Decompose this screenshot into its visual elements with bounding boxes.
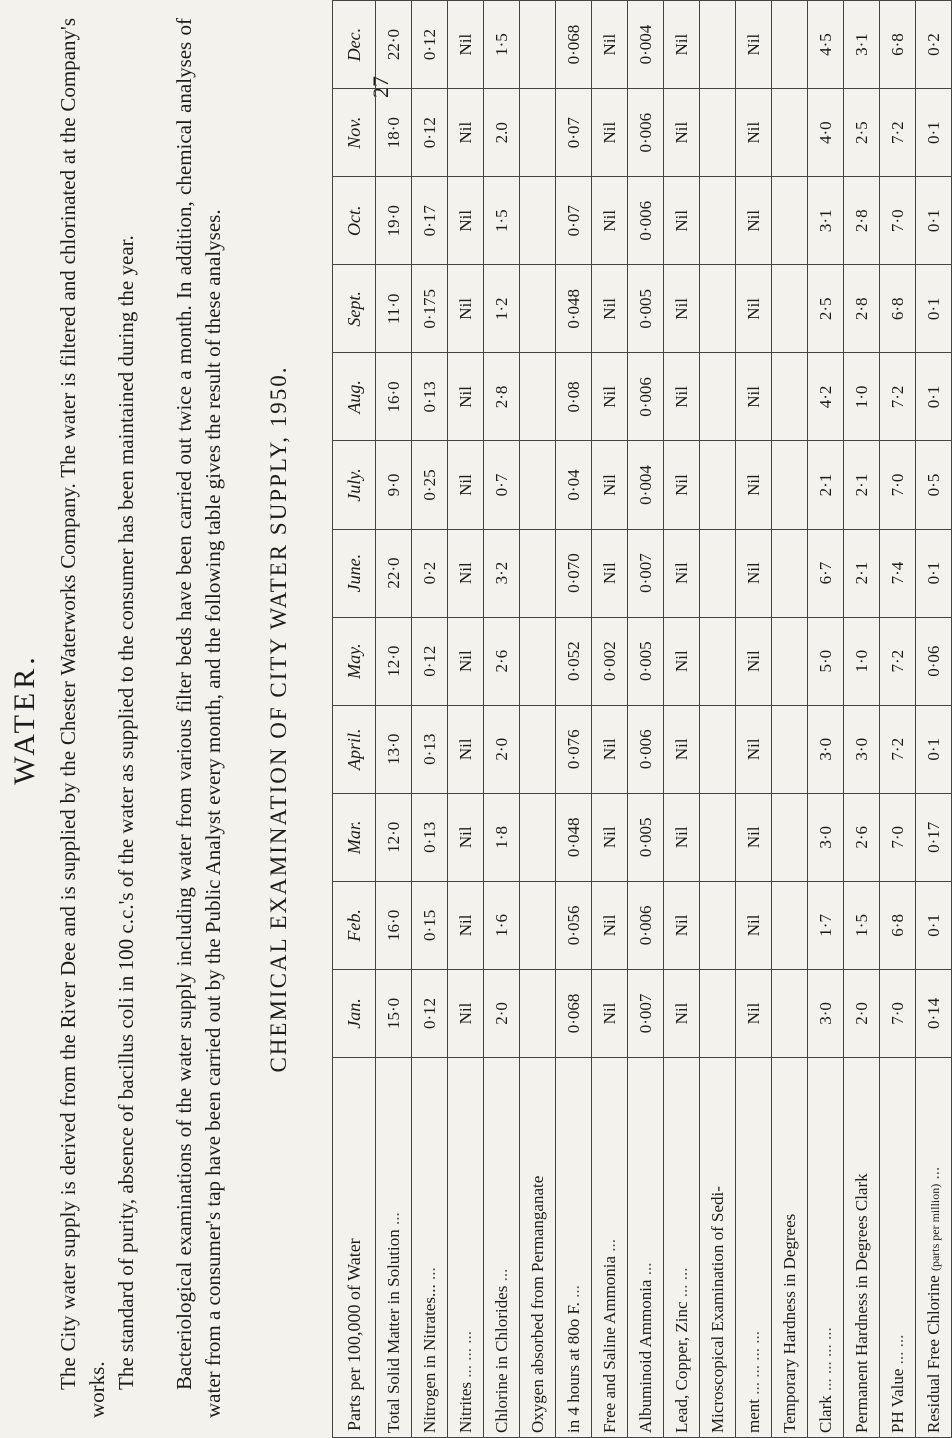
- month-header: May.: [333, 617, 376, 705]
- value-cell: Nil: [592, 881, 628, 969]
- parameter-label-text: Lead, Copper, Zinc: [671, 1301, 691, 1433]
- paragraph-supply: The City water supply is derived from the River Dee and is supplied by the Chester Waterworks Company. The water is filtered and chlorinated at the Company's works.: [56, 18, 109, 1418]
- table-title: CHEMICAL EXAMINATION OF CITY WATER SUPPLY, 1950.: [266, 365, 291, 1073]
- value-cell: [520, 793, 556, 881]
- month-header: Feb.: [333, 881, 376, 969]
- value-cell: 9·0: [376, 441, 412, 529]
- value-cell: Nil: [736, 617, 772, 705]
- parameter-label-text: Free and Saline Ammonia: [599, 1255, 619, 1433]
- parameter-label: [736, 1058, 772, 1438]
- value-cell: [700, 705, 736, 793]
- leader-dots: ...: [599, 1238, 619, 1252]
- value-cell: Nil: [664, 265, 700, 353]
- value-cell: 2.0: [484, 89, 520, 177]
- parameter-label: [880, 1058, 916, 1438]
- value-cell: 0·07: [556, 177, 592, 265]
- value-cell: Nil: [664, 705, 700, 793]
- value-cell: [772, 177, 808, 265]
- value-cell: 16·0: [376, 353, 412, 441]
- value-cell: 1·0: [844, 617, 880, 705]
- parameter-label: [772, 1058, 808, 1438]
- value-cell: Nil: [448, 617, 484, 705]
- value-cell: 2·5: [844, 89, 880, 177]
- paragraph-examinations: Bacteriological examinations of the water supply including water from various filter beds have been carried out twice a month. In addition, chemical analyses of water from a consumer's tap have been carried out by the Public Analyst every month, and the following table gives the result of these analyses.: [172, 18, 225, 1418]
- value-cell: 7·0: [880, 441, 916, 529]
- value-cell: [520, 1, 556, 89]
- table-row: [448, 1, 484, 1438]
- value-cell: [700, 969, 736, 1057]
- value-cell: 7·0: [880, 969, 916, 1057]
- parameter-label-text: Chlorine in Chlorides: [491, 1285, 511, 1433]
- value-cell: 0·13: [412, 353, 448, 441]
- value-cell: [700, 617, 736, 705]
- value-cell: 2·5: [808, 265, 844, 353]
- leader-dots: ... ...: [887, 1334, 907, 1365]
- value-cell: 3·1: [844, 1, 880, 89]
- value-cell: Nil: [736, 793, 772, 881]
- value-cell: 0·002: [592, 617, 628, 705]
- value-cell: [520, 969, 556, 1057]
- table-row: [700, 1, 736, 1438]
- value-cell: [772, 793, 808, 881]
- value-cell: 19·0: [376, 177, 412, 265]
- value-cell: 5·0: [808, 617, 844, 705]
- value-cell: 3·0: [844, 705, 880, 793]
- value-cell: Nil: [592, 177, 628, 265]
- value-cell: Nil: [448, 793, 484, 881]
- value-cell: 0·175: [412, 265, 448, 353]
- parameter-label: [844, 1058, 880, 1438]
- value-cell: Nil: [448, 529, 484, 617]
- value-cell: Nil: [592, 1, 628, 89]
- value-cell: 0·12: [412, 969, 448, 1057]
- value-cell: Nil: [592, 529, 628, 617]
- value-cell: 1·7: [808, 881, 844, 969]
- value-cell: 3·0: [808, 793, 844, 881]
- value-cell: 1·2: [484, 265, 520, 353]
- page-number: 27: [368, 76, 393, 98]
- value-cell: 0·2: [412, 529, 448, 617]
- value-cell: [700, 793, 736, 881]
- value-cell: [772, 969, 808, 1057]
- table-row: [880, 1, 916, 1438]
- value-cell: [520, 89, 556, 177]
- value-cell: Nil: [664, 353, 700, 441]
- value-cell: 0·12: [412, 89, 448, 177]
- value-cell: Nil: [736, 441, 772, 529]
- value-cell: 0·004: [628, 1, 664, 89]
- value-cell: 0·13: [412, 705, 448, 793]
- page-heading: WATER.: [8, 653, 41, 785]
- parameter-label-text: Permanent Hardness in Degrees Clark: [851, 1173, 871, 1433]
- parameter-label: [484, 1058, 520, 1438]
- value-cell: [772, 529, 808, 617]
- leader-dots: ... ... ... ...: [815, 1327, 835, 1391]
- value-cell: 0·08: [556, 353, 592, 441]
- value-cell: 1·8: [484, 793, 520, 881]
- value-cell: Nil: [592, 441, 628, 529]
- parameter-label-text: Residual Free Chlorine: [923, 1275, 943, 1433]
- value-cell: [700, 529, 736, 617]
- value-cell: 6·7: [808, 529, 844, 617]
- value-cell: 0·04: [556, 441, 592, 529]
- value-cell: 2·0: [484, 705, 520, 793]
- value-cell: 0·1: [916, 177, 952, 265]
- value-cell: Nil: [592, 265, 628, 353]
- table-row: [916, 1, 952, 1438]
- value-cell: 0·048: [556, 265, 592, 353]
- value-cell: 6·8: [880, 881, 916, 969]
- value-cell: Nil: [448, 969, 484, 1057]
- value-cell: 0·005: [628, 617, 664, 705]
- value-cell: Nil: [664, 969, 700, 1057]
- value-cell: 0·17: [412, 177, 448, 265]
- value-cell: [520, 705, 556, 793]
- table-row: [376, 1, 412, 1438]
- leader-dots: ...: [923, 1166, 943, 1180]
- value-cell: Nil: [448, 353, 484, 441]
- value-cell: 1·0: [844, 353, 880, 441]
- value-cell: 15·0: [376, 969, 412, 1057]
- parameter-label-text: Microscopical Examination of Sedi-: [707, 1186, 727, 1433]
- table-row: [484, 1, 520, 1438]
- value-cell: [700, 89, 736, 177]
- value-cell: 0·1: [916, 529, 952, 617]
- value-cell: [520, 529, 556, 617]
- value-cell: [772, 705, 808, 793]
- value-cell: 0·25: [412, 441, 448, 529]
- value-cell: Nil: [592, 705, 628, 793]
- value-cell: [700, 353, 736, 441]
- value-cell: 0·13: [412, 793, 448, 881]
- value-cell: 2·1: [844, 529, 880, 617]
- value-cell: 0·006: [628, 705, 664, 793]
- value-cell: 7·2: [880, 617, 916, 705]
- results-table: [332, 0, 952, 1438]
- value-cell: 0·006: [628, 89, 664, 177]
- table-row: [772, 1, 808, 1438]
- value-cell: [700, 265, 736, 353]
- value-cell: Nil: [736, 705, 772, 793]
- leader-dots: ...: [635, 1262, 655, 1276]
- value-cell: Nil: [736, 177, 772, 265]
- value-cell: 2·1: [844, 441, 880, 529]
- table-body: [376, 1, 952, 1438]
- value-cell: 0·06: [916, 617, 952, 705]
- value-cell: Nil: [664, 89, 700, 177]
- value-cell: 2·0: [484, 969, 520, 1057]
- parameter-label-text: Total Solid Matter in Solution: [383, 1229, 403, 1433]
- parameter-label: [412, 1058, 448, 1438]
- value-cell: 0·15: [412, 881, 448, 969]
- value-cell: [772, 353, 808, 441]
- value-cell: Nil: [664, 881, 700, 969]
- value-cell: Nil: [448, 177, 484, 265]
- leader-dots: ... ... ... ...: [743, 1331, 763, 1395]
- month-header: Sept.: [333, 265, 376, 353]
- parameter-label: [700, 1058, 736, 1438]
- value-cell: 0·12: [412, 617, 448, 705]
- value-cell: 0·068: [556, 969, 592, 1057]
- parameter-units: (parts per million): [927, 1183, 942, 1272]
- parameter-label: [808, 1058, 844, 1438]
- value-cell: 3·0: [808, 705, 844, 793]
- value-cell: 3·2: [484, 529, 520, 617]
- value-cell: Nil: [736, 881, 772, 969]
- value-cell: 0·005: [628, 793, 664, 881]
- value-cell: 0·007: [628, 529, 664, 617]
- value-cell: Nil: [664, 441, 700, 529]
- value-cell: 2·0: [844, 969, 880, 1057]
- value-cell: 1·5: [484, 1, 520, 89]
- leader-dots: ...: [383, 1212, 403, 1225]
- value-cell: 7·0: [880, 793, 916, 881]
- month-header: Jan.: [333, 969, 376, 1057]
- table-row: [628, 1, 664, 1438]
- value-cell: 2·8: [844, 265, 880, 353]
- value-cell: 4·2: [808, 353, 844, 441]
- parameter-label-text: Nitrogen in Nitrates...: [419, 1284, 439, 1433]
- value-cell: 0·076: [556, 705, 592, 793]
- leader-dots: ...: [419, 1267, 439, 1281]
- table-row: [664, 1, 700, 1438]
- value-cell: [700, 177, 736, 265]
- value-cell: 0·1: [916, 89, 952, 177]
- value-cell: Nil: [448, 1, 484, 89]
- value-cell: [772, 617, 808, 705]
- value-cell: 0·17: [916, 793, 952, 881]
- value-cell: Nil: [592, 353, 628, 441]
- parameter-label-text: ment: [743, 1399, 763, 1433]
- parameter-label-text: in 4 hours at 80o F.: [563, 1302, 583, 1433]
- month-header: June.: [333, 529, 376, 617]
- value-cell: 0·1: [916, 705, 952, 793]
- parameter-label-text: Albuminoid Ammonia: [635, 1279, 655, 1433]
- value-cell: 3·1: [808, 177, 844, 265]
- parameter-label-text: Oxygen absorbed from Permanganate: [527, 1175, 547, 1433]
- value-cell: 3·0: [808, 969, 844, 1057]
- value-cell: [700, 881, 736, 969]
- value-cell: Nil: [664, 177, 700, 265]
- parameter-label: [916, 1058, 952, 1438]
- value-cell: Nil: [736, 529, 772, 617]
- value-cell: [520, 881, 556, 969]
- parameter-label-text: Clark: [815, 1395, 835, 1433]
- value-cell: 16·0: [376, 881, 412, 969]
- value-cell: Nil: [592, 969, 628, 1057]
- value-cell: 6·8: [880, 1, 916, 89]
- value-cell: 2·8: [844, 177, 880, 265]
- value-cell: Nil: [736, 969, 772, 1057]
- value-cell: 7·4: [880, 529, 916, 617]
- value-cell: 0·070: [556, 529, 592, 617]
- parameter-label: [556, 1058, 592, 1438]
- value-cell: Nil: [448, 705, 484, 793]
- value-cell: 1·6: [484, 881, 520, 969]
- value-cell: 18·0: [376, 89, 412, 177]
- value-cell: 22·0: [376, 529, 412, 617]
- value-cell: Nil: [736, 89, 772, 177]
- table-row: [736, 1, 772, 1438]
- value-cell: 0·1: [916, 353, 952, 441]
- value-cell: 7·2: [880, 353, 916, 441]
- parameter-label-text: Nitrites: [455, 1382, 475, 1433]
- value-cell: Nil: [664, 793, 700, 881]
- table-row: [592, 1, 628, 1438]
- paragraph-purity: The standard of purity, absence of bacillus coli in 100 c.c.'s of the water as supplied to the consumer has been maintained during the year.: [114, 235, 138, 1390]
- value-cell: Nil: [592, 793, 628, 881]
- parameter-label: [664, 1058, 700, 1438]
- table-row: [808, 1, 844, 1438]
- value-cell: 12·0: [376, 617, 412, 705]
- table-row: [844, 1, 880, 1438]
- value-cell: 0·007: [628, 969, 664, 1057]
- value-cell: 0·7: [484, 441, 520, 529]
- parameter-label: [520, 1058, 556, 1438]
- leader-dots: ...: [563, 1285, 583, 1298]
- value-cell: Nil: [448, 441, 484, 529]
- value-cell: 2·6: [484, 617, 520, 705]
- value-cell: 7·2: [880, 705, 916, 793]
- value-cell: 6·8: [880, 265, 916, 353]
- value-cell: 0·12: [412, 1, 448, 89]
- value-cell: Nil: [592, 89, 628, 177]
- leader-dots: ...: [491, 1268, 511, 1282]
- value-cell: 0·005: [628, 265, 664, 353]
- leader-dots: ... ... ...: [455, 1331, 475, 1378]
- value-cell: 4·0: [808, 89, 844, 177]
- header-row: [333, 1, 376, 1438]
- value-cell: [520, 353, 556, 441]
- value-cell: [700, 1, 736, 89]
- parameter-label-text: PH Value: [887, 1368, 907, 1433]
- value-cell: 0·07: [556, 89, 592, 177]
- month-header: April.: [333, 705, 376, 793]
- month-header: Aug.: [333, 353, 376, 441]
- value-cell: 11·0: [376, 265, 412, 353]
- value-cell: 4·5: [808, 1, 844, 89]
- value-cell: 12·0: [376, 793, 412, 881]
- table-row: [556, 1, 592, 1438]
- value-cell: Nil: [736, 265, 772, 353]
- month-header: Oct.: [333, 177, 376, 265]
- value-cell: [520, 177, 556, 265]
- parameter-label: [448, 1058, 484, 1438]
- value-cell: 0·14: [916, 969, 952, 1057]
- value-cell: 0·1: [916, 265, 952, 353]
- month-header: Nov.: [333, 89, 376, 177]
- parameter-label: [376, 1058, 412, 1438]
- month-header: Mar.: [333, 793, 376, 881]
- value-cell: 0·006: [628, 353, 664, 441]
- value-cell: Nil: [448, 265, 484, 353]
- value-cell: [520, 441, 556, 529]
- value-cell: 0·056: [556, 881, 592, 969]
- month-header: July.: [333, 441, 376, 529]
- value-cell: 0·006: [628, 177, 664, 265]
- value-cell: Nil: [664, 529, 700, 617]
- value-cell: 7·0: [880, 177, 916, 265]
- value-cell: [520, 265, 556, 353]
- parameter-label-text: Temporary Hardness in Degrees: [779, 1213, 799, 1433]
- value-cell: Nil: [448, 89, 484, 177]
- value-cell: Nil: [736, 1, 772, 89]
- month-header: Dec.: [333, 1, 376, 89]
- value-cell: [700, 441, 736, 529]
- value-cell: 7·2: [880, 89, 916, 177]
- value-cell: 0·1: [916, 881, 952, 969]
- value-cell: 1·5: [844, 881, 880, 969]
- value-cell: 0·048: [556, 793, 592, 881]
- leader-dots: ... ...: [671, 1267, 691, 1298]
- table-row: [520, 1, 556, 1438]
- value-cell: 2·6: [844, 793, 880, 881]
- chemical-examination-table: [332, 0, 952, 1438]
- value-cell: [772, 265, 808, 353]
- value-cell: Nil: [664, 1, 700, 89]
- value-cell: 1·5: [484, 177, 520, 265]
- parameter-label: [628, 1058, 664, 1438]
- parameter-label: [592, 1058, 628, 1438]
- value-cell: Nil: [664, 617, 700, 705]
- value-cell: 13·0: [376, 705, 412, 793]
- value-cell: 0·006: [628, 881, 664, 969]
- value-cell: [772, 881, 808, 969]
- value-cell: Nil: [736, 353, 772, 441]
- parameter-column-header: Parts per 100,000 of Water: [333, 1058, 376, 1438]
- value-cell: 0·052: [556, 617, 592, 705]
- value-cell: 0·004: [628, 441, 664, 529]
- value-cell: [520, 617, 556, 705]
- value-cell: [772, 1, 808, 89]
- value-cell: 0·5: [916, 441, 952, 529]
- value-cell: 2·1: [808, 441, 844, 529]
- value-cell: 0·068: [556, 1, 592, 89]
- value-cell: 2·8: [484, 353, 520, 441]
- value-cell: 22·0: [376, 1, 412, 89]
- value-cell: [772, 89, 808, 177]
- value-cell: Nil: [448, 881, 484, 969]
- table-row: [412, 1, 448, 1438]
- value-cell: 0·2: [916, 1, 952, 89]
- value-cell: [772, 441, 808, 529]
